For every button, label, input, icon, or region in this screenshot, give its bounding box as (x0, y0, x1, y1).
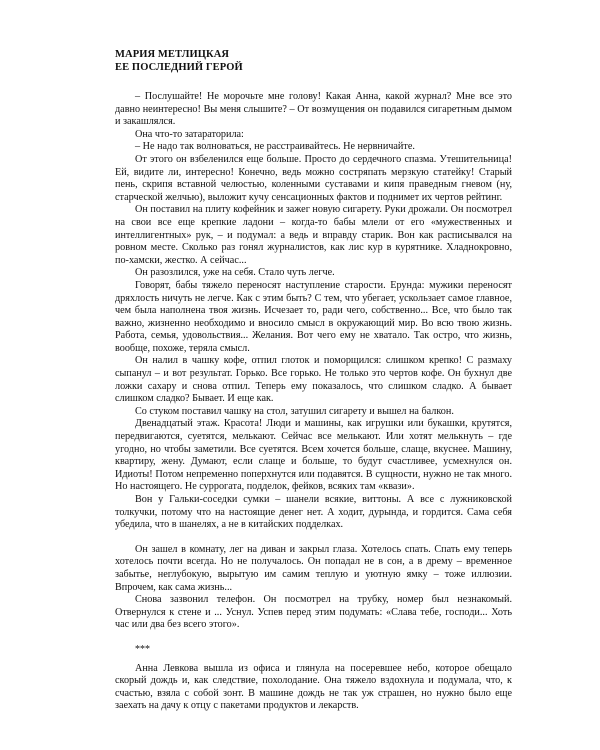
section-gap (115, 532, 512, 544)
paragraph: – Послушайте! Не морочьте мне голову! Какая Анна, какой журнал? Мне все это давно неинтересно! Вы меня слышите? – От возмущения он подавился сигаретным дымом и закашлялся. (115, 91, 512, 128)
story-text (115, 91, 512, 713)
paragraph: Анна Левкова вышла из офиса и глянула на посеревшее небо, которое обещало скорый дождь и, как следствие, похолодание. Она тяжело вздохнула и подумала, что, к счастью, взяла с собой зонт. В машине дождь не так уж страшен, но нужно было еще заехать на дачу к отцу с пакетами продуктов и лекарств. (115, 662, 512, 712)
paragraph: Со стуком поставил чашку на стол, затушил сигарету и вышел на балкон. (135, 405, 454, 417)
paragraph: – Не надо так волноваться, не расстраивайтесь. Не нервничайте. (135, 141, 415, 153)
paragraph: Он зашел в комнату, лег на диван и закрыл глаза. Хотелось спать. Спать ему теперь хотелось почти всегда. Но не получалось. Он попадал не в сон, а в дрему – временное забытье, неглубокую, вырытую им самим теплую и уютную ямку – тоже иллюзии. Впрочем, как сама жизнь... (115, 543, 512, 593)
paragraph: Он налил в чашку кофе, отпил глоток и поморщился: слишком крепко! С размаху сыпанул – и вот результат. Горько. Все горько. Не только это чертов кофе. Он бухнул две ложки сахару и снова отпил. Теперь ему показалось, что слишком сладко. А бывает слишком сладко? Бывает. И еще как. (115, 355, 512, 405)
paragraph: Вон у Гальки-соседки сумки – шанели всякие, виттоны. А все с лужниковской толкучки, потому что на настоящие денег нет. А ходит, дурында, и гордится. Сама себя убедила, что в шанелях, а не в китайских подделках. (115, 494, 512, 531)
paragraph: Снова зазвонил телефон. Он посмотрел на трубку, номер был незнакомый. Отвернулся к стене и ... Уснул. Успев перед этим подумать: «Слава тебе, господи... Хоть час или два без всего этого». (115, 594, 512, 631)
paragraph: Двенадцатый этаж. Красота! Люди и машины, как игрушки или букашки, крутятся, передвигаются, суетятся, мелькают. Сейчас все мелькают. Или хотят мелькнуть – где угодно, но чтобы заметили. Все суетятся. Всем хочется больше, слаще, вкуснее. Машину, квартиру, жену. Думают, если слаще и больше, то будут счастливее, усмехнулся он. Идиоты! Потом непременно поперхнутся или подавятся. В сущности, нужно не так много. Но настоящего. Не суррогата, подделок, фейков, всяких там «квази». (115, 418, 512, 493)
paragraph: Он поставил на плиту кофейник и зажег новую сигарету. Руки дрожали. Он посмотрел на свои все еще крепкие ладони – когда-то бабы млели от его «мужественных и интеллигентных» рук, – и подумал: а ведь и вправду старик. Вон как расписывался на ровном месте. Сколько раз гонял журналистов, как лис кур в курятнике. Хладнокровно, по-хамски, жестко. А сейчас... (115, 204, 512, 266)
section-separator: *** (135, 643, 150, 655)
paragraph: Говорят, бабы тяжело переносят наступление старости. Ерунда: мужики переносят дряхлость ничуть не легче. Как с этим быть? С тем, что убегает, ускользает самое главное, чем была наполнена твоя жизнь. Исчезает то, ради чего, собственно... Все, что было так важно, жизненно необходимо и вносило смысл в окружающий мир. Во всю твою жизнь. Работа, семья, удовольствия... Желания. Вот чего ему не хватало. Так остро, что жизнь, вообще, похоже, теряла смысл. (115, 279, 512, 354)
paragraph: Он разозлился, уже на себя. Стало чуть легче. (135, 267, 335, 279)
story-title: ЕЕ ПОСЛЕДНИЙ ГЕРОЙ (115, 62, 243, 73)
author-name: МАРИЯ МЕТЛИЦКАЯ (115, 49, 230, 60)
document-header (115, 48, 512, 74)
paragraph: Она что-то затараторила: (135, 128, 244, 140)
section-gap (115, 632, 512, 644)
paragraph: От этого он взбеленился еще больше. Просто до сердечного спазма. Утешительница! Ей, видите ли, интересно! Конечно, ведь можно состряпать мерзкую статейку! Старый пень, скрипя вставной челюстью, коленными суставами и кипя праведным гневом (ну, старческой желчью), выложит кучу сенсационных фактов и поднимет их чертов рейтинг. (115, 153, 512, 203)
